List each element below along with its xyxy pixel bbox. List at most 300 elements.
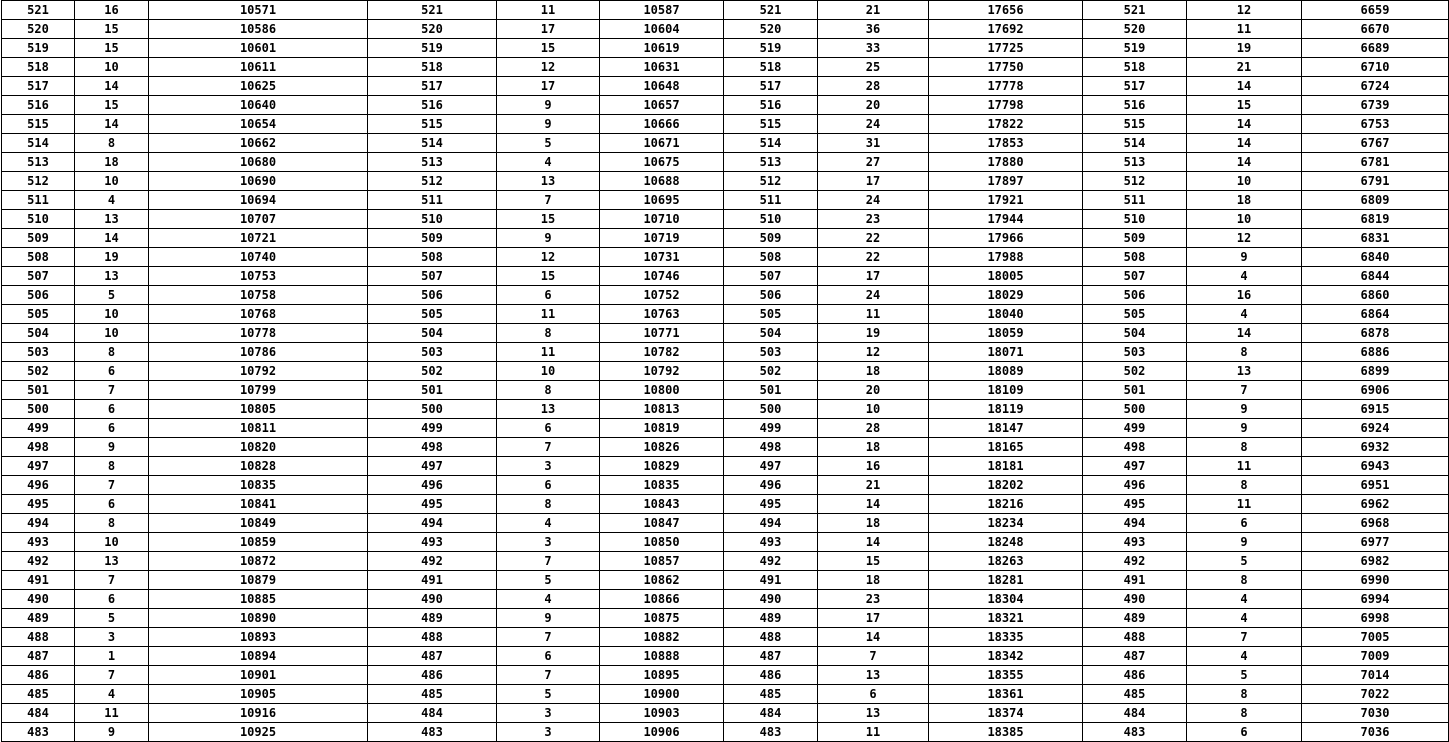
cell-group1-count: 7 [75, 381, 149, 400]
cell-group1-cumulative: 10768 [149, 305, 368, 324]
cell-group2-score: 501 [368, 381, 497, 400]
table-row [2, 286, 1449, 305]
cell-group2-count: 8 [497, 381, 600, 400]
cell-group4-score: 510 [1083, 210, 1187, 229]
cell-group1-count: 13 [75, 552, 149, 571]
cell-group3-cumulative: 18147 [929, 419, 1083, 438]
cell-group3-count: 24 [818, 286, 929, 305]
cell-group4-count: 5 [1187, 666, 1302, 685]
cell-group2-cumulative: 10900 [600, 685, 724, 704]
cell-group3-score: 507 [724, 267, 818, 286]
cell-group2-count: 7 [497, 191, 600, 210]
cell-group3-count: 12 [818, 343, 929, 362]
cell-group1-count: 10 [75, 324, 149, 343]
cell-group1-count: 6 [75, 362, 149, 381]
cell-group4-count: 4 [1187, 647, 1302, 666]
cell-group3-cumulative: 17853 [929, 134, 1083, 153]
cell-group3-score: 484 [724, 704, 818, 723]
cell-group1-cumulative: 10879 [149, 571, 368, 590]
cell-group2-count: 9 [497, 96, 600, 115]
cell-group1-score: 489 [2, 609, 75, 628]
cell-group3-cumulative: 18109 [929, 381, 1083, 400]
cell-group1-score: 510 [2, 210, 75, 229]
cell-group3-score: 485 [724, 685, 818, 704]
table-row [2, 723, 1449, 742]
table-row [2, 1, 1449, 20]
cell-group4-score: 497 [1083, 457, 1187, 476]
cell-group2-count: 4 [497, 514, 600, 533]
cell-group3-cumulative: 18342 [929, 647, 1083, 666]
cell-group3-score: 519 [724, 39, 818, 58]
cell-group3-score: 514 [724, 134, 818, 153]
cell-group2-count: 15 [497, 210, 600, 229]
cell-group4-score: 494 [1083, 514, 1187, 533]
cell-group3-count: 11 [818, 723, 929, 742]
cell-group3-score: 486 [724, 666, 818, 685]
cell-group4-cumulative: 6864 [1302, 305, 1449, 324]
cell-group3-score: 493 [724, 533, 818, 552]
table-row [2, 267, 1449, 286]
cell-group2-cumulative: 10604 [600, 20, 724, 39]
cell-group1-count: 7 [75, 476, 149, 495]
cell-group4-cumulative: 6739 [1302, 96, 1449, 115]
cell-group2-count: 6 [497, 286, 600, 305]
cell-group3-cumulative: 18355 [929, 666, 1083, 685]
cell-group4-score: 505 [1083, 305, 1187, 324]
cell-group1-cumulative: 10820 [149, 438, 368, 457]
cell-group1-count: 13 [75, 210, 149, 229]
cell-group2-cumulative: 10819 [600, 419, 724, 438]
cell-group2-cumulative: 10771 [600, 324, 724, 343]
cell-group1-score: 483 [2, 723, 75, 742]
cell-group3-cumulative: 18374 [929, 704, 1083, 723]
cell-group2-score: 493 [368, 533, 497, 552]
cell-group4-count: 16 [1187, 286, 1302, 305]
table-row [2, 77, 1449, 96]
cell-group4-cumulative: 7009 [1302, 647, 1449, 666]
cell-group3-count: 21 [818, 1, 929, 20]
cell-group2-score: 491 [368, 571, 497, 590]
table-row [2, 248, 1449, 267]
cell-group3-count: 15 [818, 552, 929, 571]
cell-group1-score: 518 [2, 58, 75, 77]
cell-group3-score: 496 [724, 476, 818, 495]
cell-group1-cumulative: 10828 [149, 457, 368, 476]
cell-group3-count: 18 [818, 362, 929, 381]
cell-group1-score: 492 [2, 552, 75, 571]
cell-group3-score: 511 [724, 191, 818, 210]
cell-group3-count: 17 [818, 267, 929, 286]
cell-group3-cumulative: 17750 [929, 58, 1083, 77]
cell-group3-score: 490 [724, 590, 818, 609]
cell-group1-score: 513 [2, 153, 75, 172]
cell-group1-score: 507 [2, 267, 75, 286]
cell-group1-score: 512 [2, 172, 75, 191]
cell-group3-score: 489 [724, 609, 818, 628]
cell-group1-count: 10 [75, 172, 149, 191]
cell-group2-count: 5 [497, 685, 600, 704]
cell-group4-score: 490 [1083, 590, 1187, 609]
table-row [2, 533, 1449, 552]
cell-group3-count: 18 [818, 438, 929, 457]
cell-group3-cumulative: 18216 [929, 495, 1083, 514]
cell-group4-score: 516 [1083, 96, 1187, 115]
cell-group2-count: 6 [497, 419, 600, 438]
cell-group1-cumulative: 10586 [149, 20, 368, 39]
cell-group4-cumulative: 6844 [1302, 267, 1449, 286]
cell-group3-count: 10 [818, 400, 929, 419]
cell-group1-score: 499 [2, 419, 75, 438]
cell-group1-count: 15 [75, 96, 149, 115]
table-body [2, 1, 1449, 742]
cell-group2-cumulative: 10895 [600, 666, 724, 685]
table-row [2, 191, 1449, 210]
cell-group4-cumulative: 6840 [1302, 248, 1449, 267]
cell-group3-cumulative: 18165 [929, 438, 1083, 457]
cell-group3-count: 17 [818, 609, 929, 628]
cell-group4-cumulative: 6809 [1302, 191, 1449, 210]
cell-group3-cumulative: 18361 [929, 685, 1083, 704]
cell-group2-cumulative: 10847 [600, 514, 724, 533]
table-row [2, 381, 1449, 400]
cell-group4-cumulative: 6767 [1302, 134, 1449, 153]
cell-group2-cumulative: 10882 [600, 628, 724, 647]
cell-group4-cumulative: 6791 [1302, 172, 1449, 191]
table-row [2, 96, 1449, 115]
cell-group4-score: 496 [1083, 476, 1187, 495]
cell-group1-cumulative: 10872 [149, 552, 368, 571]
cell-group1-cumulative: 10925 [149, 723, 368, 742]
cell-group1-cumulative: 10799 [149, 381, 368, 400]
cell-group2-score: 490 [368, 590, 497, 609]
cell-group4-cumulative: 6994 [1302, 590, 1449, 609]
cell-group3-count: 27 [818, 153, 929, 172]
cell-group4-cumulative: 6943 [1302, 457, 1449, 476]
cell-group3-score: 495 [724, 495, 818, 514]
cell-group1-count: 6 [75, 495, 149, 514]
cell-group2-score: 498 [368, 438, 497, 457]
cell-group2-score: 511 [368, 191, 497, 210]
cell-group1-score: 500 [2, 400, 75, 419]
cell-group2-count: 4 [497, 590, 600, 609]
cell-group4-count: 8 [1187, 571, 1302, 590]
cell-group4-cumulative: 6906 [1302, 381, 1449, 400]
cell-group3-cumulative: 17897 [929, 172, 1083, 191]
cell-group4-score: 513 [1083, 153, 1187, 172]
cell-group2-cumulative: 10813 [600, 400, 724, 419]
cell-group3-score: 520 [724, 20, 818, 39]
cell-group4-score: 493 [1083, 533, 1187, 552]
cell-group3-cumulative: 18040 [929, 305, 1083, 324]
cell-group4-score: 507 [1083, 267, 1187, 286]
cell-group2-cumulative: 10850 [600, 533, 724, 552]
cell-group4-score: 503 [1083, 343, 1187, 362]
cell-group4-count: 14 [1187, 324, 1302, 343]
cell-group2-cumulative: 10835 [600, 476, 724, 495]
table-row [2, 210, 1449, 229]
cell-group4-count: 11 [1187, 457, 1302, 476]
cell-group4-cumulative: 7005 [1302, 628, 1449, 647]
cell-group4-cumulative: 6689 [1302, 39, 1449, 58]
cell-group4-score: 506 [1083, 286, 1187, 305]
cell-group3-cumulative: 17822 [929, 115, 1083, 134]
cell-group2-score: 496 [368, 476, 497, 495]
cell-group2-cumulative: 10763 [600, 305, 724, 324]
cell-group2-count: 9 [497, 115, 600, 134]
cell-group3-count: 18 [818, 514, 929, 533]
cell-group1-count: 5 [75, 609, 149, 628]
cell-group3-count: 36 [818, 20, 929, 39]
cell-group3-cumulative: 18089 [929, 362, 1083, 381]
cell-group1-count: 8 [75, 134, 149, 153]
cell-group2-count: 15 [497, 267, 600, 286]
cell-group4-score: 512 [1083, 172, 1187, 191]
cell-group3-cumulative: 18248 [929, 533, 1083, 552]
cell-group1-score: 511 [2, 191, 75, 210]
table-row [2, 400, 1449, 419]
cell-group4-score: 520 [1083, 20, 1187, 39]
cell-group4-score: 485 [1083, 685, 1187, 704]
cell-group4-score: 518 [1083, 58, 1187, 77]
cell-group2-cumulative: 10782 [600, 343, 724, 362]
cell-group3-cumulative: 18029 [929, 286, 1083, 305]
cell-group2-cumulative: 10710 [600, 210, 724, 229]
cell-group2-count: 15 [497, 39, 600, 58]
cell-group1-cumulative: 10849 [149, 514, 368, 533]
cell-group2-count: 3 [497, 457, 600, 476]
cell-group4-cumulative: 7030 [1302, 704, 1449, 723]
cell-group3-count: 20 [818, 96, 929, 115]
cell-group3-score: 499 [724, 419, 818, 438]
cell-group3-score: 509 [724, 229, 818, 248]
cell-group1-count: 5 [75, 286, 149, 305]
cell-group1-cumulative: 10694 [149, 191, 368, 210]
table-row [2, 704, 1449, 723]
cell-group2-count: 5 [497, 571, 600, 590]
cell-group4-cumulative: 6724 [1302, 77, 1449, 96]
cell-group1-score: 494 [2, 514, 75, 533]
cell-group4-cumulative: 6831 [1302, 229, 1449, 248]
cell-group3-cumulative: 18071 [929, 343, 1083, 362]
cell-group2-count: 4 [497, 153, 600, 172]
cell-group2-count: 7 [497, 666, 600, 685]
cell-group2-cumulative: 10657 [600, 96, 724, 115]
cell-group2-cumulative: 10666 [600, 115, 724, 134]
cell-group4-score: 502 [1083, 362, 1187, 381]
cell-group4-score: 499 [1083, 419, 1187, 438]
cell-group1-cumulative: 10625 [149, 77, 368, 96]
cell-group1-count: 9 [75, 723, 149, 742]
cell-group2-score: 508 [368, 248, 497, 267]
cell-group3-score: 516 [724, 96, 818, 115]
cell-group3-score: 494 [724, 514, 818, 533]
cell-group2-count: 9 [497, 229, 600, 248]
cell-group2-score: 497 [368, 457, 497, 476]
cell-group1-cumulative: 10805 [149, 400, 368, 419]
cell-group2-cumulative: 10866 [600, 590, 724, 609]
cell-group4-score: 489 [1083, 609, 1187, 628]
cell-group1-score: 517 [2, 77, 75, 96]
cell-group4-count: 14 [1187, 115, 1302, 134]
cell-group2-count: 12 [497, 248, 600, 267]
cell-group1-count: 14 [75, 77, 149, 96]
cell-group4-score: 501 [1083, 381, 1187, 400]
cell-group3-score: 517 [724, 77, 818, 96]
cell-group1-count: 10 [75, 533, 149, 552]
cell-group1-count: 6 [75, 400, 149, 419]
cell-group2-count: 8 [497, 495, 600, 514]
cell-group4-cumulative: 6860 [1302, 286, 1449, 305]
cell-group2-count: 9 [497, 609, 600, 628]
cell-group2-cumulative: 10843 [600, 495, 724, 514]
table-row [2, 305, 1449, 324]
cell-group2-score: 519 [368, 39, 497, 58]
cell-group3-score: 518 [724, 58, 818, 77]
cell-group2-cumulative: 10903 [600, 704, 724, 723]
cell-group1-cumulative: 10885 [149, 590, 368, 609]
cell-group4-cumulative: 6886 [1302, 343, 1449, 362]
cell-group3-score: 487 [724, 647, 818, 666]
cell-group1-score: 491 [2, 571, 75, 590]
cell-group2-count: 11 [497, 305, 600, 324]
cell-group1-score: 514 [2, 134, 75, 153]
cell-group2-score: 506 [368, 286, 497, 305]
cell-group2-score: 512 [368, 172, 497, 191]
cell-group1-count: 15 [75, 20, 149, 39]
cell-group1-cumulative: 10740 [149, 248, 368, 267]
cell-group2-cumulative: 10875 [600, 609, 724, 628]
cell-group2-cumulative: 10688 [600, 172, 724, 191]
cell-group4-cumulative: 6670 [1302, 20, 1449, 39]
cell-group4-count: 14 [1187, 153, 1302, 172]
cell-group3-cumulative: 18202 [929, 476, 1083, 495]
table-row [2, 647, 1449, 666]
cell-group3-count: 21 [818, 476, 929, 495]
cell-group4-score: 495 [1083, 495, 1187, 514]
cell-group1-count: 8 [75, 343, 149, 362]
cell-group3-cumulative: 17725 [929, 39, 1083, 58]
cell-group1-cumulative: 10611 [149, 58, 368, 77]
cell-group4-cumulative: 6781 [1302, 153, 1449, 172]
cell-group2-score: 492 [368, 552, 497, 571]
cell-group4-count: 12 [1187, 229, 1302, 248]
cell-group4-count: 21 [1187, 58, 1302, 77]
cell-group2-score: 504 [368, 324, 497, 343]
cell-group2-score: 509 [368, 229, 497, 248]
cell-group3-count: 14 [818, 628, 929, 647]
cell-group4-score: 486 [1083, 666, 1187, 685]
cell-group2-score: 514 [368, 134, 497, 153]
cell-group2-cumulative: 10752 [600, 286, 724, 305]
cell-group4-cumulative: 6899 [1302, 362, 1449, 381]
cell-group3-count: 19 [818, 324, 929, 343]
cell-group3-cumulative: 18321 [929, 609, 1083, 628]
cell-group4-score: 483 [1083, 723, 1187, 742]
cell-group4-score: 504 [1083, 324, 1187, 343]
cell-group2-score: 518 [368, 58, 497, 77]
cell-group2-cumulative: 10671 [600, 134, 724, 153]
cell-group1-score: 519 [2, 39, 75, 58]
cell-group4-cumulative: 6977 [1302, 533, 1449, 552]
cell-group3-score: 488 [724, 628, 818, 647]
cell-group4-count: 11 [1187, 20, 1302, 39]
cell-group1-cumulative: 10811 [149, 419, 368, 438]
cell-group1-cumulative: 10640 [149, 96, 368, 115]
cell-group1-cumulative: 10792 [149, 362, 368, 381]
table-row [2, 229, 1449, 248]
cell-group1-count: 8 [75, 457, 149, 476]
cell-group2-count: 3 [497, 533, 600, 552]
table-row [2, 476, 1449, 495]
cell-group3-count: 16 [818, 457, 929, 476]
cell-group3-count: 22 [818, 229, 929, 248]
cell-group3-count: 14 [818, 495, 929, 514]
cell-group4-cumulative: 6968 [1302, 514, 1449, 533]
cell-group1-count: 19 [75, 248, 149, 267]
cell-group2-cumulative: 10862 [600, 571, 724, 590]
cell-group1-cumulative: 10721 [149, 229, 368, 248]
cell-group3-cumulative: 17656 [929, 1, 1083, 20]
cell-group2-count: 7 [497, 438, 600, 457]
table-row [2, 39, 1449, 58]
cell-group2-score: 484 [368, 704, 497, 723]
cell-group1-score: 503 [2, 343, 75, 362]
table-row [2, 438, 1449, 457]
cell-group1-count: 8 [75, 514, 149, 533]
cell-group3-cumulative: 17921 [929, 191, 1083, 210]
cell-group4-score: 488 [1083, 628, 1187, 647]
cell-group3-score: 512 [724, 172, 818, 191]
cell-group4-count: 10 [1187, 210, 1302, 229]
cell-group2-count: 7 [497, 628, 600, 647]
cell-group2-score: 483 [368, 723, 497, 742]
cell-group1-cumulative: 10916 [149, 704, 368, 723]
cell-group3-score: 503 [724, 343, 818, 362]
cell-group3-count: 14 [818, 533, 929, 552]
cell-group3-cumulative: 17880 [929, 153, 1083, 172]
cell-group4-cumulative: 6915 [1302, 400, 1449, 419]
cell-group4-score: 508 [1083, 248, 1187, 267]
cell-group4-count: 19 [1187, 39, 1302, 58]
cell-group1-count: 1 [75, 647, 149, 666]
cell-group3-count: 6 [818, 685, 929, 704]
cell-group1-score: 495 [2, 495, 75, 514]
cell-group1-cumulative: 10835 [149, 476, 368, 495]
cell-group4-cumulative: 6753 [1302, 115, 1449, 134]
cell-group3-cumulative: 17798 [929, 96, 1083, 115]
cell-group1-count: 6 [75, 590, 149, 609]
cell-group2-score: 517 [368, 77, 497, 96]
cell-group2-cumulative: 10587 [600, 1, 724, 20]
cell-group1-score: 486 [2, 666, 75, 685]
cell-group4-count: 5 [1187, 552, 1302, 571]
cell-group2-score: 513 [368, 153, 497, 172]
table-row [2, 609, 1449, 628]
cell-group4-count: 7 [1187, 381, 1302, 400]
cell-group1-count: 16 [75, 1, 149, 20]
cell-group2-count: 5 [497, 134, 600, 153]
cell-group4-cumulative: 6982 [1302, 552, 1449, 571]
cell-group2-score: 500 [368, 400, 497, 419]
cell-group3-score: 504 [724, 324, 818, 343]
cell-group2-score: 505 [368, 305, 497, 324]
cell-group1-cumulative: 10571 [149, 1, 368, 20]
cell-group3-count: 23 [818, 210, 929, 229]
cell-group4-score: 514 [1083, 134, 1187, 153]
cell-group1-score: 521 [2, 1, 75, 20]
cell-group1-count: 4 [75, 685, 149, 704]
cell-group2-count: 11 [497, 343, 600, 362]
